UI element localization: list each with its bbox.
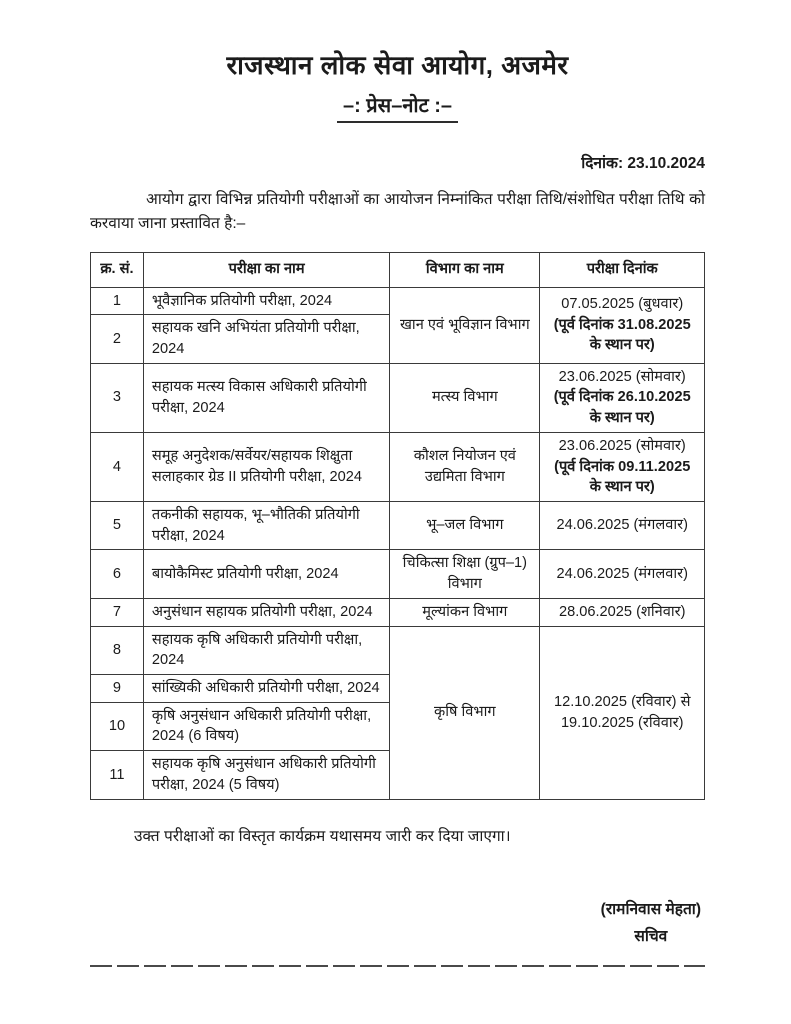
serial-cell: 6 (91, 550, 144, 598)
table-row (91, 432, 705, 501)
exam-name-cell: सांख्यिकी अधिकारी प्रतियोगी परीक्षा, 2024 (143, 675, 389, 703)
exam-date-cell (540, 626, 705, 799)
exam-date-main: 28.06.2025 (शनिवार) (558, 603, 686, 620)
signatory-designation: सचिव (634, 927, 668, 945)
exam-schedule-table (90, 252, 705, 800)
exam-date-main: 23.06.2025 (सोमवार) (558, 437, 686, 454)
exam-name-cell: समूह अनुदेशक/सर्वेयर/सहायक शिक्षुता सलाहकार ग्रेड II प्रतियोगी परीक्षा, 2024 (143, 432, 389, 501)
serial-cell: 1 (91, 287, 144, 315)
intro-paragraph: आयोग द्वारा विभिन्न प्रतियोगी परीक्षाओं का आयोजन निम्नांकित परीक्षा तिथि/संशोधित परीक्षा तिथि को करवाया जाना प्रस्तावित है:– (90, 191, 705, 233)
exam-name-cell: सहायक कृषि अनुसंधान अधिकारी प्रतियोगी परीक्षा, 2024 (5 विषय) (143, 751, 389, 799)
serial-cell: 9 (91, 675, 144, 703)
exam-date-cell (540, 502, 705, 550)
serial-cell: 5 (91, 502, 144, 550)
department-cell: भू–जल विभाग (390, 502, 540, 550)
exam-date-range-line2: 19.10.2025 (रविवार) (560, 714, 684, 731)
exam-date-note: (पूर्व दिनांक 09.11.2025 के स्थान पर) (554, 458, 691, 496)
serial-cell: 2 (91, 315, 144, 363)
issue-date: दिनांक: 23.10.2024 (581, 155, 705, 172)
table-row (91, 626, 705, 674)
table-row (91, 363, 705, 432)
exam-date-main: 23.06.2025 (सोमवार) (558, 368, 686, 385)
table-row (91, 598, 705, 626)
table-row (91, 287, 705, 315)
exam-name-cell: सहायक कृषि अधिकारी प्रतियोगी परीक्षा, 2024 (143, 626, 389, 674)
department-cell: कृषि विभाग (390, 626, 540, 799)
exam-date-note: (पूर्व दिनांक 31.08.2025 के स्थान पर) (553, 316, 691, 354)
exam-date-main: 24.06.2025 (मंगलवार) (556, 517, 688, 534)
exam-name-cell: तकनीकी सहायक, भू–भौतिकी प्रतियोगी परीक्षा, 2024 (143, 502, 389, 550)
header-department: विभाग का नाम (390, 252, 540, 287)
exam-date-cell (540, 432, 705, 501)
table-row (91, 550, 705, 598)
closing-paragraph: उक्त परीक्षाओं का विस्तृत कार्यक्रम यथासमय जारी कर दिया जाएगा। (134, 827, 511, 845)
serial-cell: 10 (91, 702, 144, 750)
exam-name-cell: भूवैज्ञानिक प्रतियोगी परीक्षा, 2024 (143, 287, 389, 315)
page-title: राजस्थान लोक सेवा आयोग, अजमेर (226, 50, 569, 80)
exam-date-cell (540, 550, 705, 598)
exam-date-range-line1: 12.10.2025 (रविवार) से (553, 693, 691, 710)
serial-cell: 11 (91, 751, 144, 799)
signature-block (90, 896, 705, 950)
department-cell: मत्स्य विभाग (390, 363, 540, 432)
exam-date-cell (540, 363, 705, 432)
signatory-name: (रामनिवास मेहता) (600, 900, 701, 918)
header-exam-name: परीक्षा का नाम (143, 252, 389, 287)
exam-date-cell (540, 287, 705, 363)
exam-name-cell: बायोकैमिस्ट प्रतियोगी परीक्षा, 2024 (143, 550, 389, 598)
serial-cell: 8 (91, 626, 144, 674)
department-cell: मूल्यांकन विभाग (390, 598, 540, 626)
serial-cell: 4 (91, 432, 144, 501)
header-exam-date: परीक्षा दिनांक (540, 252, 705, 287)
press-note-subtitle-wrap (90, 91, 705, 123)
department-cell: कौशल नियोजन एवं उद्यमिता विभाग (390, 432, 540, 501)
exam-name-cell: सहायक मत्स्य विकास अधिकारी प्रतियोगी परीक्षा, 2024 (143, 363, 389, 432)
bottom-separator-line (90, 965, 705, 967)
exam-name-cell: अनुसंधान सहायक प्रतियोगी परीक्षा, 2024 (143, 598, 389, 626)
header-serial: क्र. सं. (91, 252, 144, 287)
table-row (91, 502, 705, 550)
exam-date-main: 24.06.2025 (मंगलवार) (556, 565, 688, 582)
press-note-subtitle: –: प्रेस–नोट :– (337, 91, 458, 123)
serial-cell: 7 (91, 598, 144, 626)
exam-name-cell: सहायक खनि अभियंता प्रतियोगी परीक्षा, 2024 (143, 315, 389, 363)
exam-date-cell (540, 598, 705, 626)
department-cell: चिकित्सा शिक्षा (ग्रुप–1) विभाग (390, 550, 540, 598)
department-cell: खान एवं भूविज्ञान विभाग (390, 287, 540, 363)
exam-name-cell: कृषि अनुसंधान अधिकारी प्रतियोगी परीक्षा, 2024 (6 विषय) (143, 702, 389, 750)
exam-date-main: 07.05.2025 (बुधवार) (561, 296, 684, 313)
serial-cell: 3 (91, 363, 144, 432)
exam-date-note: (पूर्व दिनांक 26.10.2025 के स्थान पर) (553, 389, 691, 427)
table-header-row (91, 252, 705, 287)
